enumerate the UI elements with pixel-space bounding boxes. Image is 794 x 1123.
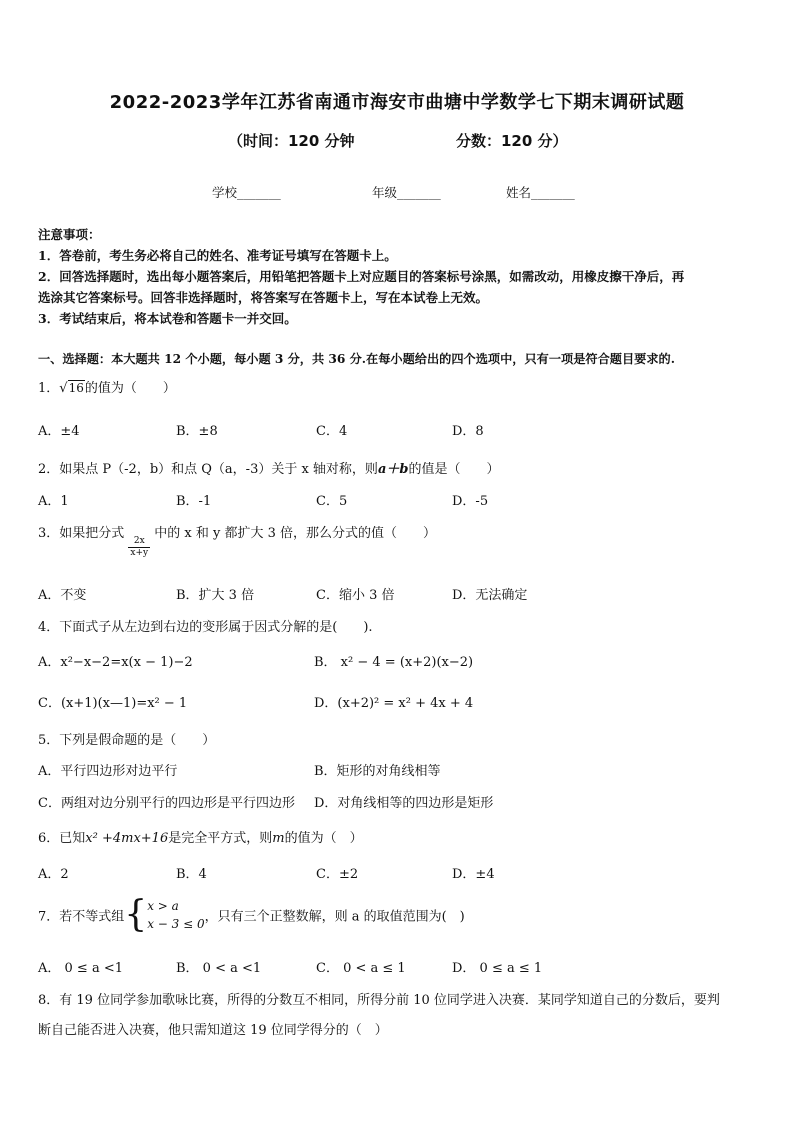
q2-option-d[interactable]: D．-5 (452, 494, 489, 509)
question-8-line: 8．有 19 位同学参加歌咏比赛，所得的分数互不相同，所得分前 10 位同学进入决赛．某同学知道自己的分数后，要判 (38, 993, 720, 1008)
question-8-line: 断自己能否进入决赛，他只需知道这 19 位同学得分的（ ） (38, 1023, 388, 1038)
school-field: 学校_______ (212, 185, 281, 200)
q4-option-a[interactable]: A．x²−x−2=x(x − 1)−2 (38, 655, 193, 670)
notice-item: 3．考试结束后，将本试卷和答题卡一并交回。 (38, 311, 297, 326)
notice-heading: 注意事项： (38, 227, 101, 242)
question-2: 2．如果点 P（-2，b）和点 Q（a，-3）关于 x 轴对称，则a＋b的值是（ ） (38, 462, 500, 477)
exam-score: 分数：120 分） (456, 132, 568, 150)
q4-option-b[interactable]: B． x² − 4 = (x+2)(x−2) (314, 655, 474, 670)
q3-option-c[interactable]: C．缩小 3 倍 (316, 588, 395, 603)
q6-option-b[interactable]: B．4 (176, 867, 207, 882)
q7-option-a[interactable]: A． 0 ≤ a <1 (38, 961, 123, 976)
section-heading: 一、选择题：本大题共 12 个小题，每小题 3 分，共 36 分.在每小题给出的四个选项中，只有一项是符合题目要求的. (38, 352, 675, 366)
q5-option-b[interactable]: B．矩形的对角线相等 (314, 764, 441, 779)
notice-item: 1．答卷前，考生务必将自己的姓名、准考证号填写在答题卡上。 (38, 248, 397, 263)
question-6: 6．已知x² +4mx+16是完全平方式，则m的值为（ ） (38, 831, 363, 846)
name-field: 姓名_______ (506, 185, 575, 200)
page-title: 2022-2023学年江苏省南通市海安市曲塘中学数学七下期末调研试题 (109, 92, 685, 113)
q3-option-b[interactable]: B．扩大 3 倍 (176, 588, 255, 603)
q5-option-d[interactable]: D．对角线相等的四边形是矩形 (314, 796, 494, 811)
q6-option-a[interactable]: A．2 (38, 867, 69, 882)
exam-time: （时间：120 分钟 (228, 132, 355, 150)
q2-option-c[interactable]: C．5 (316, 494, 348, 509)
q2-option-a[interactable]: A．1 (38, 494, 69, 509)
q5-option-c[interactable]: C．两组对边分别平行的四边形是平行四边形 (38, 796, 295, 811)
q5-option-a[interactable]: A．平行四边形对边平行 (38, 764, 178, 779)
q2-option-b[interactable]: B．-1 (176, 494, 212, 509)
question-4: 4．下面式子从左边到右边的变形属于因式分解的是( ). (38, 620, 373, 635)
q6-option-d[interactable]: D．±4 (452, 867, 495, 882)
question-5: 5．下列是假命题的是（ ） (38, 733, 216, 748)
notice-item: 选涂其它答案标号。回答非选择题时，将答案写在答题卡上，写在本试卷上无效。 (38, 290, 489, 305)
grade-field: 年级_______ (372, 185, 441, 200)
q1-option-b[interactable]: B．±8 (176, 424, 218, 439)
notice-item: 2．回答选择题时，选出每小题答案后，用铅笔把答题卡上对应题目的答案标号涂黑，如需改动，用橡皮擦干净后，再 (38, 269, 685, 284)
brace: { (124, 894, 148, 935)
question-7: 7．若不等式组{ x > a x − 3 ≤ 0 ，只有三个正整数解，则 a 的取值范围为( ) (38, 894, 465, 935)
q7-option-b[interactable]: B． 0 < a <1 (176, 961, 262, 976)
fraction: $\frac{2x}{x+y}$ (130, 536, 149, 558)
q3-option-a[interactable]: A．不变 (38, 588, 87, 603)
q1-option-d[interactable]: D．8 (452, 424, 484, 439)
q1-option-a[interactable]: A．±4 (38, 424, 80, 439)
question-3: 3．如果把分式 $\frac{2x}{x+y}$ 中的 x 和 y 都扩大 3 倍，那么分式的值（ ） (38, 526, 437, 558)
q7-option-c[interactable]: C． 0 < a ≤ 1 (316, 961, 406, 976)
inequality-system: x > a x − 3 ≤ 0 (147, 899, 205, 931)
q3-option-d[interactable]: D．无法确定 (452, 588, 528, 603)
question-1: 1．√16的值为（ ） (38, 381, 176, 396)
q1-option-c[interactable]: C．4 (316, 424, 348, 439)
q6-option-c[interactable]: C．±2 (316, 867, 359, 882)
q4-option-d[interactable]: D．(x+2)² = x² + 4x + 4 (314, 696, 474, 711)
q7-option-d[interactable]: D． 0 ≤ a ≤ 1 (452, 961, 543, 976)
q4-option-c[interactable]: C．(x+1)(x—1)=x² − 1 (38, 696, 188, 711)
